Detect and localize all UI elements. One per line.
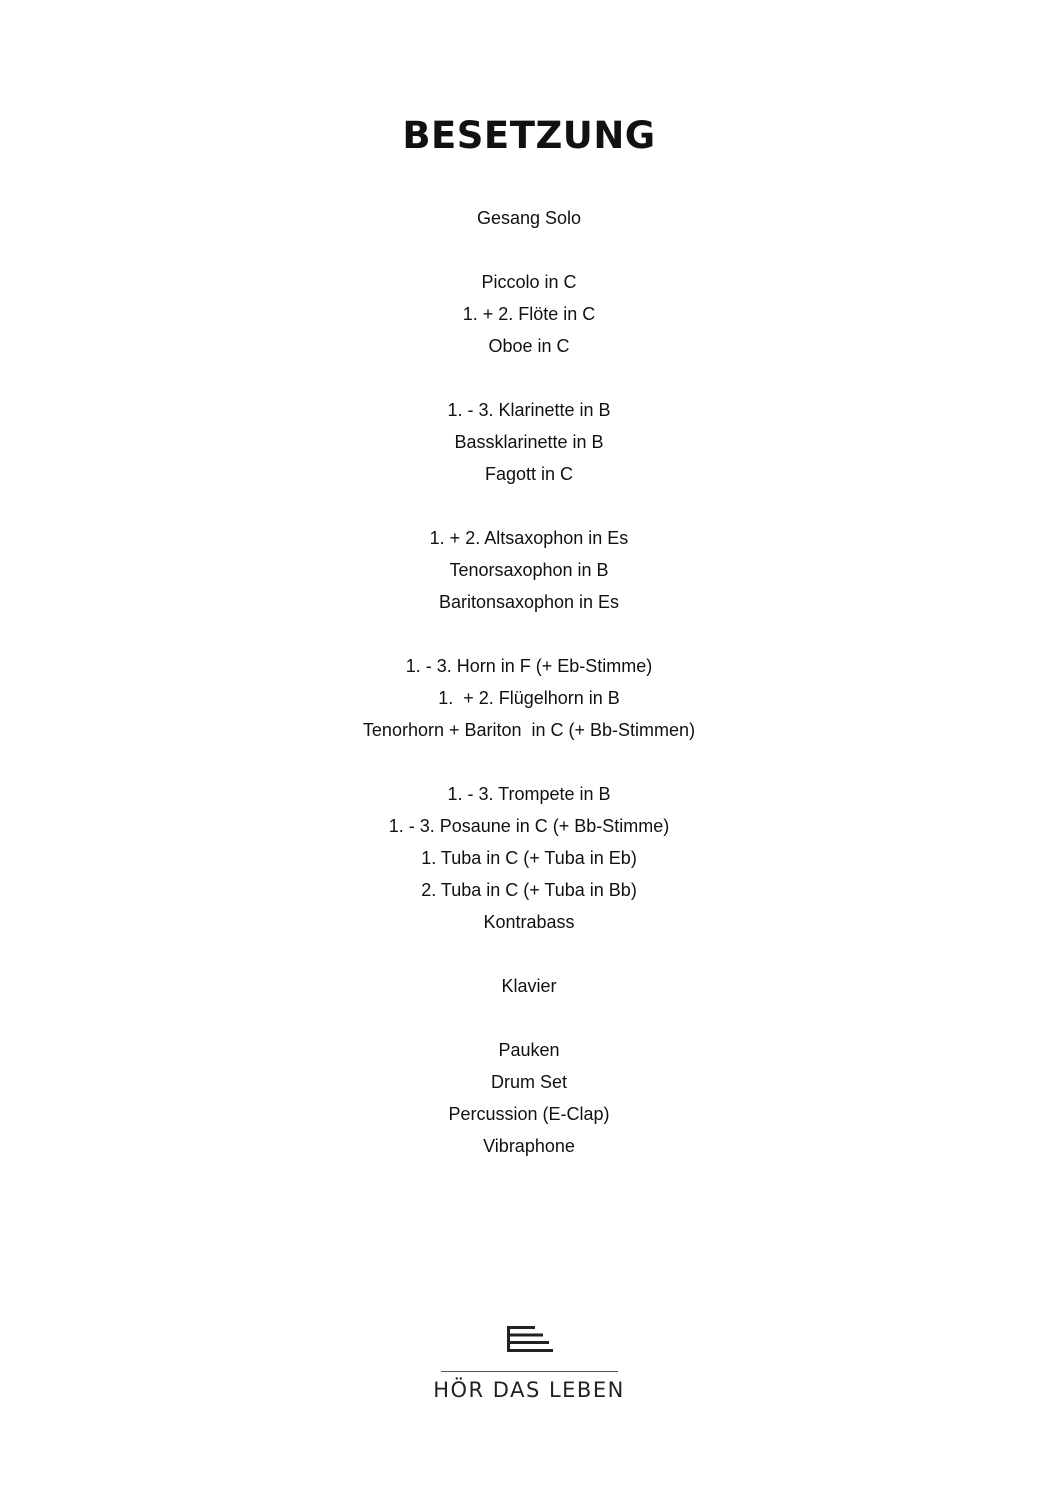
page-title: BESETZUNG <box>402 114 656 157</box>
group-flutes-oboe <box>0 266 1058 362</box>
instrument-item: 1. Tuba in C (+ Tuba in Eb) <box>421 848 637 868</box>
group-percussion <box>0 1034 1058 1162</box>
group-saxophones <box>0 522 1058 618</box>
group-keyboard <box>0 970 1058 1002</box>
instrument-item: Tenorsaxophon in B <box>449 560 609 580</box>
instrument-item: Percussion (E-Clap) <box>448 1104 610 1124</box>
staff-lines-logo-icon <box>505 1325 553 1353</box>
instrument-item: 1. + 2. Flügelhorn in B <box>438 688 620 708</box>
instrument-item: Drum Set <box>490 1072 568 1092</box>
logo-text: HÖR DAS LEBEN <box>433 1378 625 1402</box>
instrument-item: Oboe in C <box>488 336 570 356</box>
instrument-item: Tenorhorn + Bariton in C (+ Bb-Stimmen) <box>362 720 696 740</box>
instrument-item: Gesang Solo <box>476 208 582 228</box>
instrument-item: Bassklarinette in B <box>454 432 604 452</box>
instrument-item: 1. - 3. Trompete in B <box>447 784 611 804</box>
instrument-item: 1. - 3. Klarinette in B <box>447 400 611 420</box>
instrument-item: 1. - 3. Posaune in C (+ Bb-Stimme) <box>388 816 670 836</box>
instrument-item: 1. - 3. Horn in F (+ Eb-Stimme) <box>405 656 653 676</box>
group-brass-low <box>0 778 1058 938</box>
logo-divider <box>441 1371 618 1372</box>
group-horns <box>0 650 1058 746</box>
instrument-item: 1. + 2. Altsaxophon in Es <box>429 528 629 548</box>
instrument-item: Klavier <box>501 976 557 996</box>
instrument-item: Pauken <box>498 1040 560 1060</box>
instrument-item: Piccolo in C <box>481 272 577 292</box>
instrument-item: Kontrabass <box>483 912 575 932</box>
group-vocals <box>0 202 1058 234</box>
instrument-item: Vibraphone <box>483 1136 575 1156</box>
instrument-list <box>0 202 1058 1194</box>
instrument-item: 1. + 2. Flöte in C <box>462 304 596 324</box>
instrument-item: Fagott in C <box>484 464 574 484</box>
publisher-logo <box>0 1325 1058 1403</box>
instrument-item: Baritonsaxophon in Es <box>438 592 620 612</box>
group-clarinets-bassoon <box>0 394 1058 490</box>
instrument-item: 2. Tuba in C (+ Tuba in Bb) <box>421 880 637 900</box>
